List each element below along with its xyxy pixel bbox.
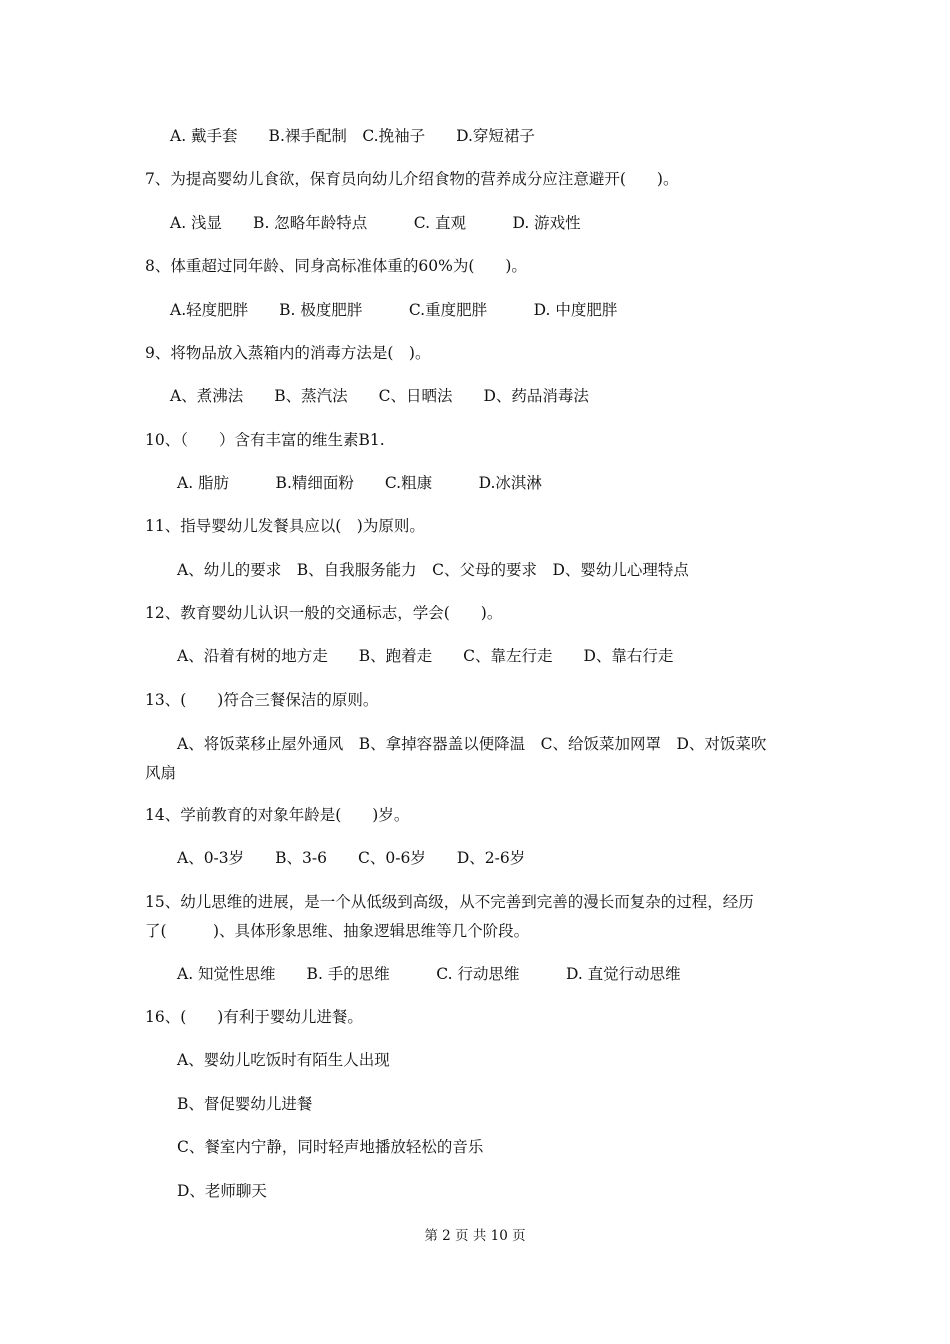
q15-options: A. 知觉性思维 B. 手的思维 C. 行动思维 D. 直觉行动思维 <box>177 965 681 983</box>
q12-options: A、沿着有树的地方走 B、跑着走 C、靠左行走 D、靠右行走 <box>177 647 674 665</box>
q16-option-c: C、餐室内宁静，同时轻声地播放轻松的音乐 <box>177 1138 484 1156</box>
q16-option-d: D、老师聊天 <box>177 1182 267 1200</box>
q11-options: A、幼儿的要求 B、自我服务能力 C、父母的要求 D、婴幼儿心理特点 <box>177 561 689 579</box>
page-footer: 第 2 页 共 10 页 <box>424 1228 526 1244</box>
q10-options: A. 脂肪 B.精细面粉 C.粗康 D.冰淇淋 <box>177 474 542 492</box>
q9-options: A、煮沸法 B、蒸汽法 C、日晒法 D、药品消毒法 <box>170 387 589 405</box>
q11-question: 11、指导婴幼儿发餐具应以( )为原则。 <box>145 517 425 535</box>
q8-question: 8、体重超过同年龄、同身高标准体重的60%为( )。 <box>145 257 527 275</box>
q16-question: 16、( )有利于婴幼儿进餐。 <box>145 1008 363 1026</box>
q7-question: 7、为提高婴幼儿食欲，保育员向幼儿介绍食物的营养成分应注意避开( )。 <box>145 170 679 188</box>
q15-question-continued: 了( )、具体形象思维、抽象逻辑思维等几个阶段。 <box>145 922 530 940</box>
q12-question: 12、教育婴幼儿认识一般的交通标志，学会( )。 <box>145 604 503 622</box>
q10-question: 10、（ ）含有丰富的维生素B1. <box>145 431 385 449</box>
q13-options: A、将饭菜移止屋外通风 B、拿掉容器盖以便降温 C、给饭菜加网罩 D、对饭菜吹 <box>177 735 767 753</box>
q7-options: A. 浅显 B. 忽略年龄特点 C. 直观 D. 游戏性 <box>170 214 581 232</box>
q16-option-b: B、督促婴幼儿进餐 <box>177 1095 313 1113</box>
q14-question: 14、学前教育的对象年龄是( )岁。 <box>145 806 410 824</box>
q9-question: 9、将物品放入蒸箱内的消毒方法是( )。 <box>145 344 431 362</box>
q8-options: A.轻度肥胖 B. 极度肥胖 C.重度肥胖 D. 中度肥胖 <box>170 301 618 319</box>
q16-option-a: A、婴幼儿吃饭时有陌生人出现 <box>177 1051 390 1069</box>
q6-options: A. 戴手套 B.裸手配制 C.挽袖子 D.穿短裙子 <box>170 127 535 145</box>
q14-options: A、0-3岁 B、3-6 C、0-6岁 D、2-6岁 <box>177 849 526 867</box>
q13-question: 13、( )符合三餐保洁的原则。 <box>145 691 379 709</box>
q15-question: 15、幼儿思维的进展，是一个从低级到高级，从不完善到完善的漫长而复杂的过程，经历 <box>145 893 754 911</box>
q13-options-continued: 风扇 <box>145 764 177 782</box>
